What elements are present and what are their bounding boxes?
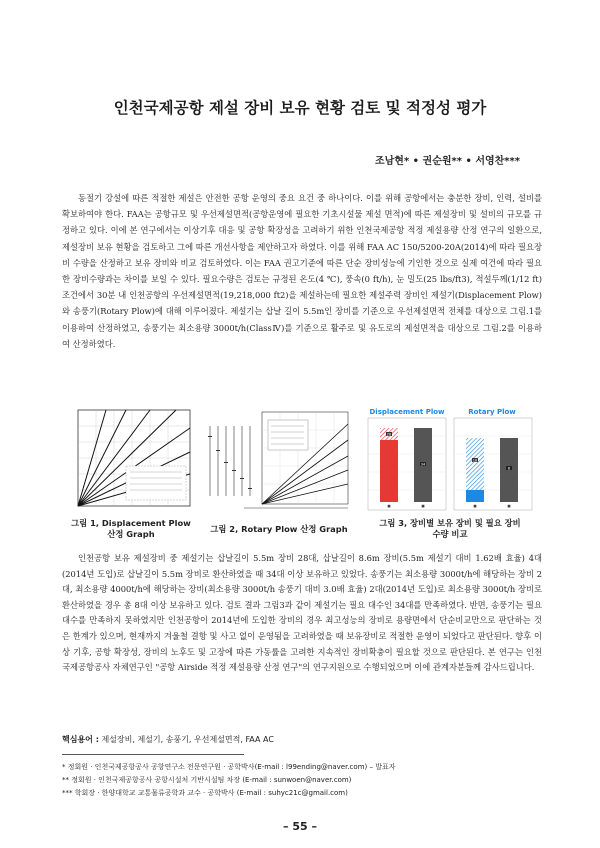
figure-3-left-panel (368, 418, 446, 510)
figure-3-right-panel (454, 418, 532, 510)
figure-3-title-left: Displacement Plow (369, 408, 445, 416)
right-required-bar (466, 438, 484, 490)
figure-3 (364, 406, 536, 539)
right-required-bar-bottom (466, 490, 484, 502)
figure-3-caption (360, 518, 540, 540)
right-owned-label: 8 (507, 466, 511, 471)
footnote-3: *** 학회장 · 한양대학교 교통물류공학과 교수 · 공학박사 (E-mail : suhyc21c@gmail.com) (62, 789, 348, 797)
abstract (62, 190, 542, 352)
figure-1-caption-line1: 그림 1, Displacement Plow (71, 518, 191, 528)
figure-2-caption: 그림 2, Rotary Plow 산정 Graph (210, 524, 348, 534)
figure-2-graph (204, 406, 354, 516)
figure-3-caption-line2: 수량 비교 (432, 529, 468, 539)
footnote-1: * 정회원 · 인천국제공항공사 공항연구소 전문연구원 · 공학박사(E-mail : l99ending@naver.com) – 발표자 (62, 763, 396, 771)
left-required-bar (380, 440, 398, 502)
body-paragraph: 인천공항 보유 제설장비 중 제설기는 삽날길이 5.5m 장비 28대, 삽날길이 8.6m 장비(5.5m 제설기 대비 1.62배 효율) 4대(2014년 도입)로 삽날길이 5.5m 장비로 환산하였을 때 34대 이상 보유하고 있었다. 송풍기는 최소용량 3000t/h에 해당하는 장비 2대, 최소용량 4000t/h에 해당하는 장비(최소용량 3000t/h 송풍기 대비 3.0배 효율) 2대(2014년 도입)로 최소용량 3000t/h 장비로 환산하였을 경우 총 8대 이상 보유하고 있다. 검토 결과 그림3과 같이 제설기는 필요 대수인 34대를 만족하였다. 반면, 송풍기는 필요대수를 만족하지 못하였지만 인천공항이 2014년에 도입한 장비의 경우 최고성능의 장비로 용량면에서 단순비교만으로 판단하는 것은 한계가 있으며, 현재까지 겨울철 결항 및 사고 없이 운영됨을 고려하였을 때 보유장비로 적절한 운영이 되었다고 판단된다. 향후 이상 기후, 공항 확장성, 장비의 노후도 및 고장에 따른 가동률을 고려한 지속적인 장비확충이 필요할 것으로 판단된다. 본 연구는 인천국제공항공사 자체연구인 "공항 Airside 적정 제설용량 산정 연구"의 연구지원으로 수행되었으며 이에 관계자분들께 감사드립니다. (62, 553, 542, 673)
keywords-list: 제설장비, 제설기, 송풍기, 우선제설면적, FAA AC (101, 735, 274, 744)
figure-3-chart (364, 406, 536, 518)
svg-text:■: ■ (421, 504, 425, 508)
figure-3-caption-line1: 그림 3, 장비별 보유 장비 및 필요 장비 (379, 518, 521, 528)
keywords (62, 734, 274, 745)
abstract-paragraph: 동절기 강설에 따른 적절한 제설은 안전한 공항 운영의 중요 요건 중 하나이다. 이를 위해 공항에서는 충분한 장비, 인력, 설비를 확보하여야 한다. FAA는 공항규모 및 우선제설면적(공항운영에 필요한 기초시설물 제설 면적)에 따른 제설장비 및 설비의 규모를 규정하고 있다. 이에 본 연구에서는 이상기후 대응 및 공항 확장성을 고려하기 위한 인천국제공항 적정 제설용량 산정 연구의 일환으로, 제설장비 보유 현황을 검토하고 그에 따른 개선사항을 제안하고자 하였다. 이를 위해 FAA AC 150/5200-20A(2014)에 따라 필요장비 수량을 산정하고 보유 장비와 비교 검토하였다. 이는 FAA 권고기준에 따른 단순 장비성능에 기인한 것으로 실제 여건에 따라 필요한 장비수량과는 차이를 보일 수 있다. 필요수량은 검토는 규정된 온도(4 ℃), 풍속(0 ft/h), 눈 밀도(25 lbs/ft3), 적설두께(1/12 ft) 조건에서 30분 내 인천공항의 우선제설면적(19,218,000 ft2)을 제설하는데 필요한 제설주력 장비인 제설기(Displacement Plow)와 송풍기(Rotary Plow)에 대해 이루어졌다. 제설기는 삽날 길이 5.5m인 장비를 기준으로 우선제설면적 전체를 대상으로 그림.1를 이용하여 산정하였고, 송풍기는 최소용량 3000t/h(ClassⅣ)를 기준으로 활주로 및 유도로의 제설면적을 대상으로 그림.2를 이용하여 산정하였다. (62, 193, 542, 349)
footnote-divider (62, 754, 244, 755)
svg-text:■: ■ (387, 504, 391, 508)
authors: 조남현* • 권순원** • 서영찬*** (374, 156, 520, 167)
svg-text:■: ■ (507, 504, 511, 508)
figure-1-graph (66, 406, 196, 516)
svg-text:■: ■ (473, 504, 477, 508)
keywords-label: 핵심용어 : (62, 735, 99, 744)
body-text (62, 551, 542, 676)
page-number: – 55 – (283, 820, 317, 833)
figure-row (66, 406, 536, 546)
right-required-label: 18 (472, 458, 478, 463)
figure-1-caption-line2: 산정 Graph (107, 529, 155, 539)
left-required-label: 28 (386, 432, 392, 437)
footnote-2: ** 정회원 · 인천국제공항공사 공항시설처 기반시설팀 차장 (E-mail : sunwoen@naver.com) (62, 776, 352, 784)
figure-1-caption (66, 518, 196, 540)
left-owned-label: 34 (420, 462, 426, 467)
figure-3-title-right: Rotary Plow (468, 408, 516, 416)
paper-title: 인천국제공항 제설 장비 보유 현황 검토 및 적정성 평가 (113, 99, 487, 117)
